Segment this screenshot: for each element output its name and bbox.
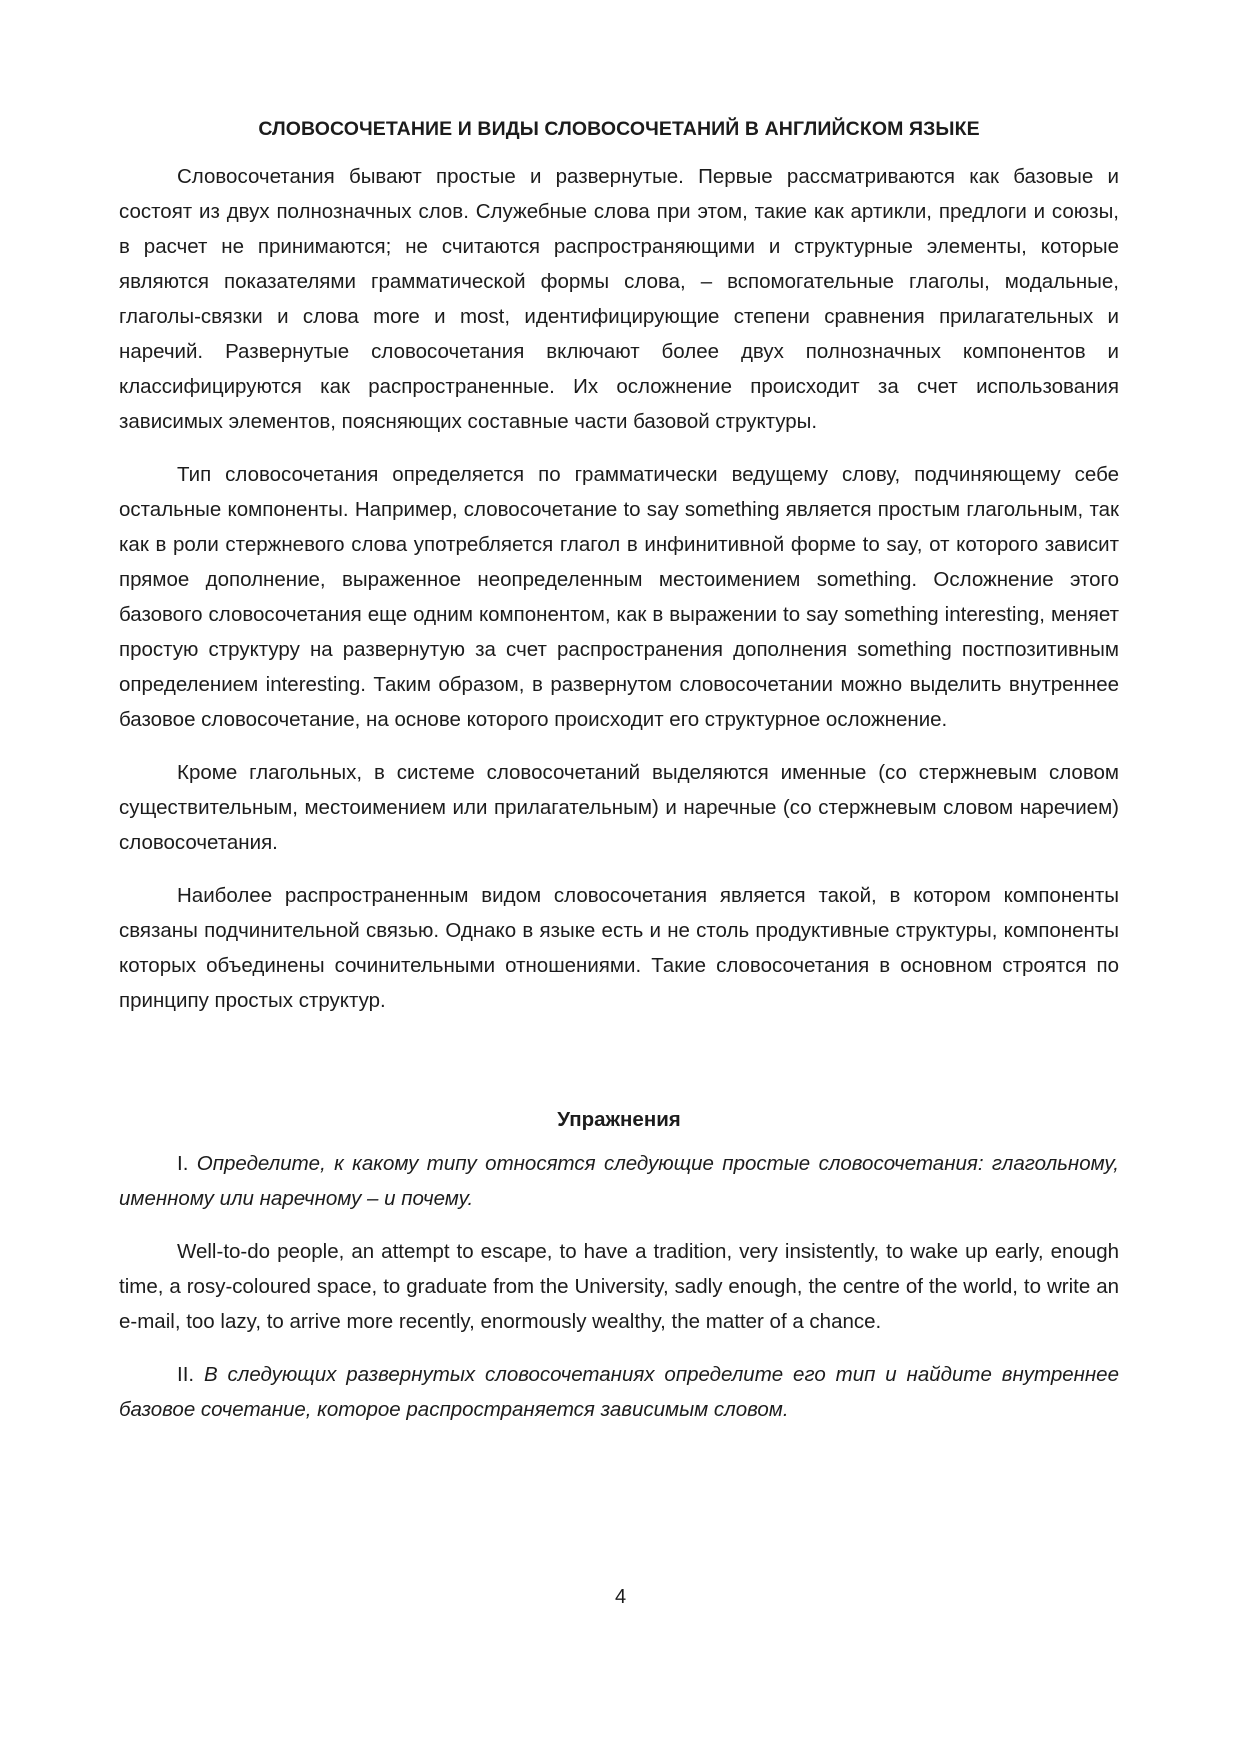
spacer [119, 439, 1119, 457]
exercise-1-number: I. [177, 1152, 189, 1175]
paragraph-4: Наиболее распространенным видом словосочетания является такой, в котором компоненты связаны подчинительной связью. Однако в языке есть и не столь продуктивные структуры, компоненты которых объединены сочинительными отношениями. Такие словосочетания в основном строятся по принципу простых структур. [119, 884, 1119, 1012]
spacer [119, 860, 1119, 878]
document-page [119, 118, 1119, 1427]
page-title: СЛОВОСОЧЕТАНИЕ И ВИДЫ СЛОВОСОЧЕТАНИЙ В АНГЛИЙСКОМ ЯЗЫКЕ [258, 118, 980, 140]
exercise-1-task [119, 1146, 1119, 1216]
paragraph-3: Кроме глагольных, в системе словосочетаний выделяются именные (со стержневым словом существительным, местоимением или прилагательным) и наречные (со стержневым словом наречием) словосочетания. [119, 761, 1119, 854]
spacer [119, 737, 1119, 755]
spacer [119, 1339, 1119, 1357]
section-spacer [119, 1018, 1119, 1108]
exercise-1-instruction: Определите, к какому типу относятся следующие простые словосочетания: глагольному, именному или наречному – и почему. [119, 1152, 1119, 1210]
spacer [119, 1216, 1119, 1234]
page-number: 4 [614, 1586, 627, 1608]
exercise-1-content: Well-to-do people, an attempt to escape, to have a tradition, very insistently, to wake up early, enough time, a rosy-coloured space, to graduate from the University, sadly enough, the centre of the world, to write an e-mail, too lazy, to arrive more recently, enormously wealthy, the matter of a chance. [119, 1240, 1119, 1333]
exercise-2-instruction: В следующих развернутых словосочетаниях определите его тип и найдите внутреннее базовое сочетание, которое распространяется зависимым словом. [119, 1363, 1119, 1421]
exercise-2-task [119, 1357, 1119, 1427]
paragraph-2: Тип словосочетания определяется по грамматически ведущему слову, подчиняющему себе остальные компоненты. Например, словосочетание to say something является простым глагольным, так как в роли стержневого слова употребляется глагол в инфинитивной форме to say, от которого зависит прямое дополнение, выраженное неопределенным местоимением something. Осложнение этого базового словосочетания еще одним компонентом, как в выражении to say something interesting, меняет простую структуру на развернутую за счет распространения дополнения something постпозитивным определением interesting. Таким образом, в развернутом словосочетании можно выделить внутреннее базовое словосочетание, на основе которого происходит его структурное осложнение. [119, 463, 1119, 731]
exercises-heading: Упражнения [557, 1108, 681, 1131]
exercise-2-number: II. [177, 1363, 195, 1386]
paragraph-1: Словосочетания бывают простые и развернутые. Первые рассматриваются как базовые и состоят из двух полнозначных слов. Служебные слова при этом, такие как артикли, предлоги и союзы, в расчет не принимаются; не считаются распространяющими и структурные элементы, которые являются показателями грамматической формы слова, – вспомогательные глаголы, модальные, глаголы-связки и слова more и most, идентифицирующие степени сравнения прилагательных и наречий. Развернутые словосочетания включают более двух полнозначных компонентов и классифицируются как распространенные. Их осложнение происходит за счет использования зависимых элементов, поясняющих составные части базовой структуры. [119, 165, 1119, 433]
